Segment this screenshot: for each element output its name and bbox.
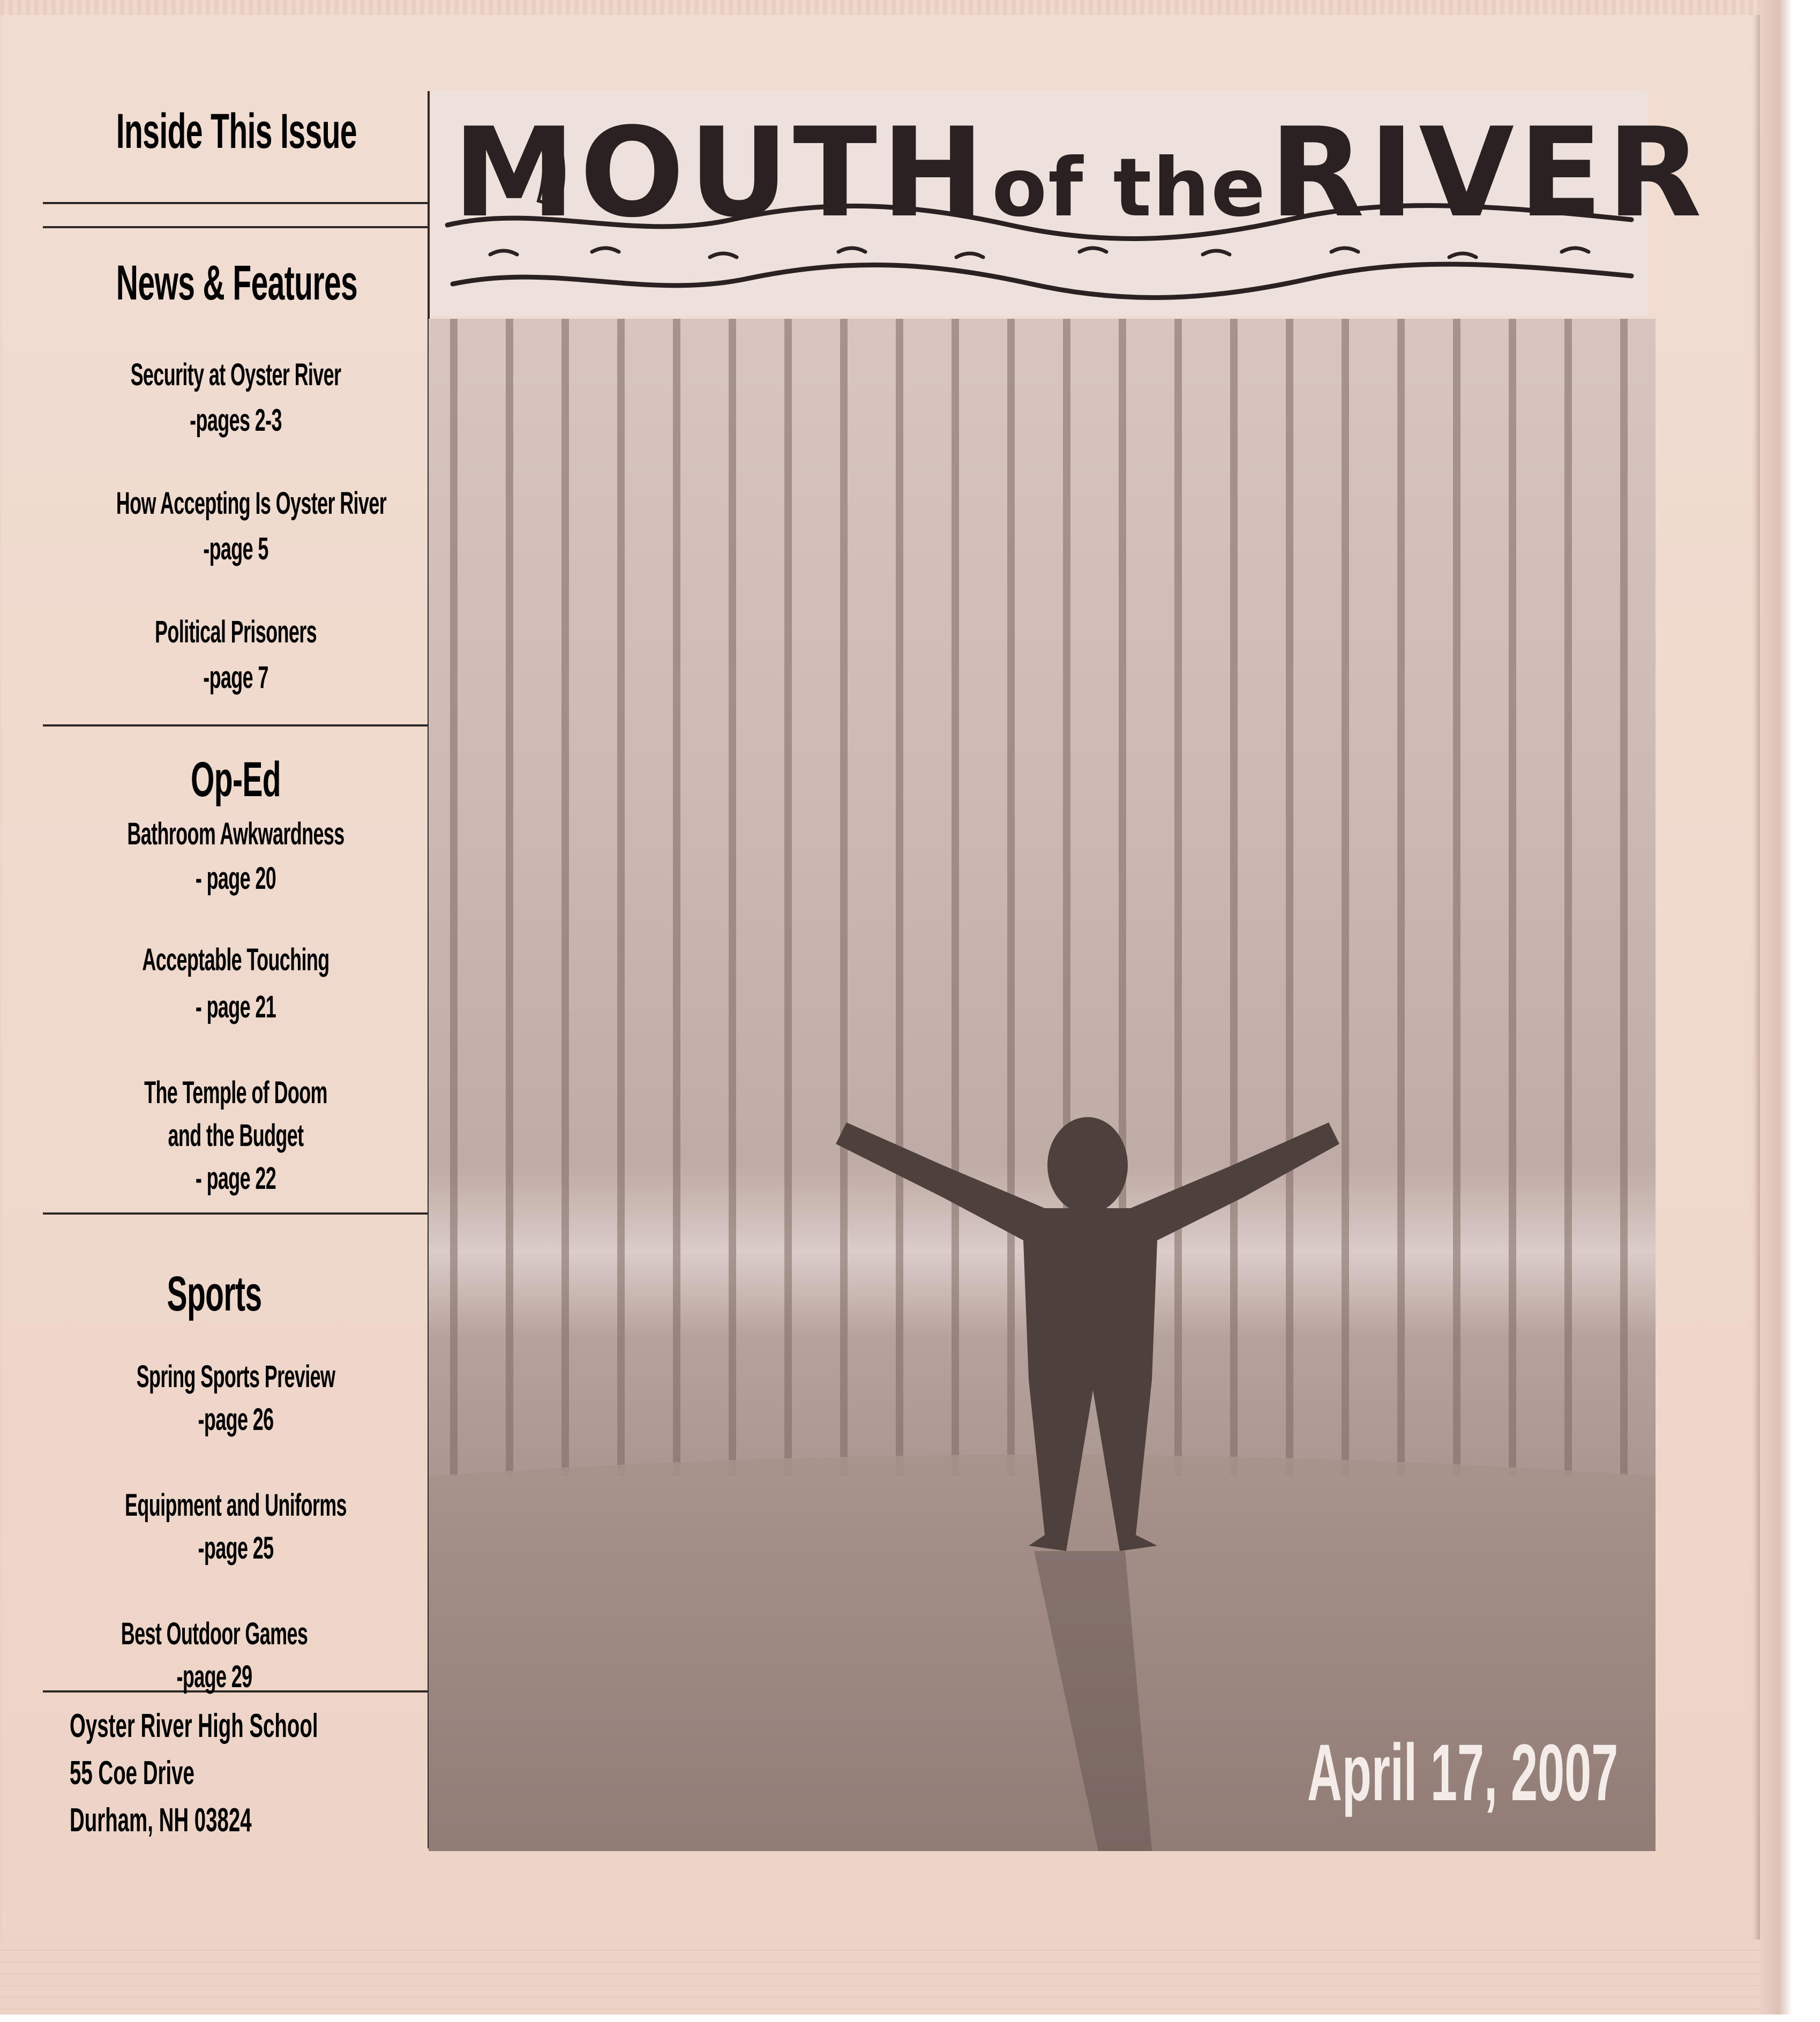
rule-above-sports bbox=[43, 1212, 429, 1215]
toc-item-title[interactable]: Political Prisoners bbox=[155, 615, 317, 649]
masthead-title bbox=[453, 102, 1706, 245]
toc-item-title[interactable]: Security at Oyster River bbox=[130, 357, 341, 392]
toc-item-page: -page 25 bbox=[198, 1531, 274, 1566]
rule-under-inside-label bbox=[43, 202, 429, 204]
title-mouth: MOUTH bbox=[453, 102, 989, 245]
wall-stripe bbox=[450, 319, 458, 1476]
issue-date: April 17, 2007 bbox=[1307, 1727, 1618, 1817]
section-heading-sports: Sports bbox=[167, 1267, 262, 1321]
cover-photo-illustration bbox=[429, 319, 1656, 1851]
toc-item-page: -page 5 bbox=[203, 531, 268, 566]
address-city: Durham, NH 03824 bbox=[70, 1802, 252, 1839]
wall-stripe bbox=[1453, 319, 1461, 1476]
wall-stripe bbox=[729, 319, 736, 1476]
toc-item-page: -page 29 bbox=[176, 1659, 252, 1694]
wall-stripe bbox=[506, 319, 513, 1476]
address-street: 55 Coe Drive bbox=[70, 1755, 194, 1792]
toc-item-title[interactable]: The Temple of Doom bbox=[144, 1075, 327, 1110]
wall-stripe bbox=[1230, 319, 1238, 1476]
title-of-the: of the bbox=[992, 141, 1267, 235]
toc-item-title-line2[interactable]: and the Budget bbox=[168, 1118, 304, 1153]
section-heading-news: News & Features bbox=[116, 256, 358, 310]
wall-stripe bbox=[896, 319, 903, 1476]
toc-item-title[interactable]: Equipment and Uniforms bbox=[125, 1488, 347, 1523]
paper-bottom-edge bbox=[0, 1939, 1760, 2014]
rule-above-news bbox=[43, 226, 429, 228]
section-heading-oped: Op-Ed bbox=[190, 752, 281, 807]
wall-stripe bbox=[1509, 319, 1516, 1476]
wall-stripe bbox=[1342, 319, 1349, 1476]
wall-stripe bbox=[617, 319, 625, 1476]
toc-item-page: - page 22 bbox=[195, 1161, 276, 1196]
toc-item-page: -page 26 bbox=[198, 1402, 274, 1437]
toc-item-title[interactable]: How Accepting Is Oyster River bbox=[116, 486, 387, 521]
wall-stripe bbox=[1174, 319, 1182, 1476]
wall-stripe bbox=[1564, 319, 1572, 1476]
toc-item-page: - page 21 bbox=[195, 990, 276, 1024]
inside-this-issue-label: Inside This Issue bbox=[116, 104, 357, 159]
toc-item-title[interactable]: Spring Sports Preview bbox=[136, 1359, 335, 1394]
toc-item-page: -pages 2-3 bbox=[190, 403, 282, 438]
wall-stripe bbox=[784, 319, 792, 1476]
toc-item-title[interactable]: Acceptable Touching bbox=[142, 942, 329, 977]
wall-stripe bbox=[1286, 319, 1293, 1476]
toc-item-page: - page 20 bbox=[195, 861, 276, 896]
wall-stripe bbox=[1007, 319, 1015, 1476]
rule-above-oped bbox=[43, 724, 429, 727]
wall-stripe bbox=[561, 319, 569, 1476]
wall-stripe bbox=[840, 319, 848, 1476]
paper-edge bbox=[1760, 0, 1792, 2014]
toc-item-title[interactable]: Bathroom Awkwardness bbox=[127, 817, 344, 851]
wall-stripe bbox=[673, 319, 680, 1476]
toc-item-page: -page 7 bbox=[203, 660, 268, 695]
wall-stripe bbox=[952, 319, 959, 1476]
address-school: Oyster River High School bbox=[70, 1708, 318, 1744]
cover-photo bbox=[429, 319, 1656, 1851]
title-river: RIVER bbox=[1269, 102, 1706, 245]
wall-stripe bbox=[1620, 319, 1628, 1476]
wall-stripe bbox=[1397, 319, 1405, 1476]
toc-item-title[interactable]: Best Outdoor Games bbox=[121, 1616, 308, 1651]
paper-top-edge bbox=[0, 0, 1760, 15]
masthead bbox=[431, 91, 1706, 316]
